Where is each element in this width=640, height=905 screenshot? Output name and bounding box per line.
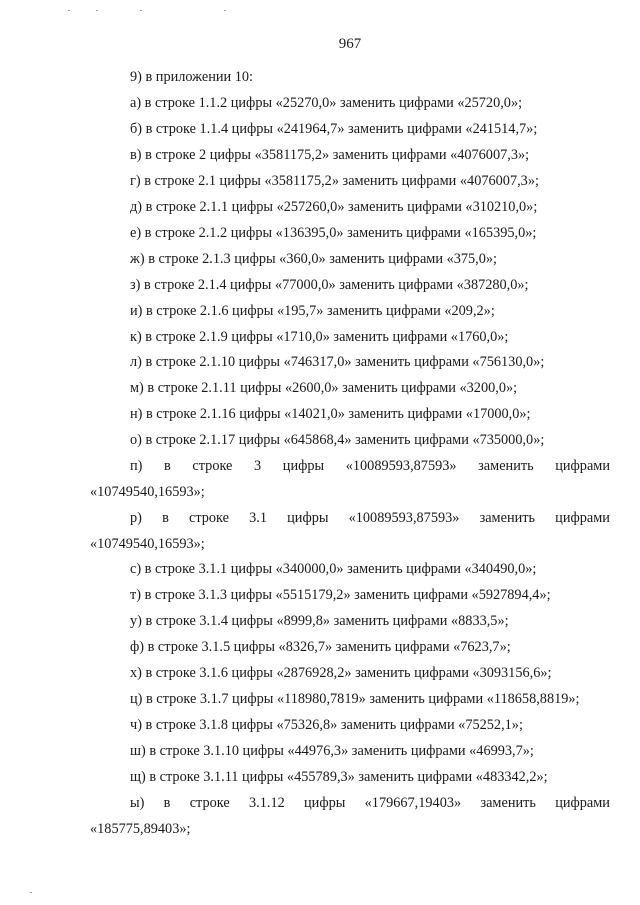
- word: строке: [189, 795, 230, 811]
- list-item: к) в строке 2.1.9 цифры «1710,0» заменить цифрами «1760,0»;: [130, 329, 509, 345]
- list-item: т) в строке 3.1.3 цифры «5515179,2» заменить цифрами «5927894,4»;: [130, 587, 551, 603]
- list-item: ф) в строке 3.1.5 цифры «8326,7» заменить цифрами «7623,7»;: [130, 639, 511, 655]
- list-item: и) в строке 2.1.6 цифры «195,7» заменить цифрами «209,2»;: [130, 303, 495, 319]
- scan-speck: [30, 892, 32, 893]
- list-item: б) в строке 1.1.4 цифры «241964,7» заменить цифрами «241514,7»;: [130, 121, 538, 137]
- word: п): [130, 458, 143, 474]
- list-item-continuation: «10749540,16593»;: [90, 484, 205, 500]
- list-item: л) в строке 2.1.10 цифры «746317,0» заменить цифрами «756130,0»;: [130, 354, 545, 370]
- scan-speck: [68, 10, 70, 11]
- word: цифры: [287, 510, 329, 526]
- list-item-justified: [130, 457, 610, 475]
- list-item: г) в строке 2.1 цифры «3581175,2» заменить цифрами «4076007,3»;: [130, 173, 539, 189]
- list-item: х) в строке 3.1.6 цифры «2876928,2» заменить цифрами «3093156,6»;: [130, 665, 552, 681]
- list-item: ч) в строке 3.1.8 цифры «75326,8» заменить цифрами «75252,1»;: [130, 717, 523, 733]
- list-item: ж) в строке 2.1.3 цифры «360,0» заменить цифрами «375,0»;: [130, 251, 498, 267]
- list-item: д) в строке 2.1.1 цифры «257260,0» заменить цифрами «310210,0»;: [130, 199, 538, 215]
- word: заменить: [480, 795, 536, 811]
- word: «10089593,87593»: [345, 458, 457, 474]
- list-item-justified: [130, 509, 610, 527]
- list-item: е) в строке 2.1.2 цифры «136395,0» заменить цифрами «165395,0»;: [130, 225, 537, 241]
- list-item: ш) в строке 3.1.10 цифры «44976,3» заменить цифрами «46993,7»;: [130, 743, 534, 759]
- word: строке: [188, 510, 229, 526]
- list-item-justified: [130, 794, 610, 812]
- list-item: о) в строке 2.1.17 цифры «645868,4» заменить цифрами «735000,0»;: [130, 432, 545, 448]
- word: ы): [130, 795, 145, 811]
- page-number: 967: [338, 36, 362, 52]
- scan-speck: [96, 10, 98, 11]
- list-item-continuation: «10749540,16593»;: [90, 536, 205, 552]
- word: цифрами: [555, 458, 610, 474]
- word: заменить: [478, 458, 534, 474]
- list-item: м) в строке 2.1.11 цифры «2600,0» заменить цифрами «3200,0»;: [130, 380, 518, 396]
- word: цифрами: [555, 510, 610, 526]
- list-item: щ) в строке 3.1.11 цифры «455789,3» заменить цифрами «483342,2»;: [130, 769, 548, 785]
- word: цифры: [282, 458, 325, 474]
- list-item: с) в строке 3.1.1 цифры «340000,0» заменить цифрами «340490,0»;: [130, 561, 537, 577]
- word: цифрами: [555, 795, 610, 811]
- list-item-continuation: «185775,89403»;: [90, 821, 191, 837]
- list-item: у) в строке 3.1.4 цифры «8999,8» заменить цифрами «8833,5»;: [130, 613, 509, 629]
- section-heading: 9) в приложении 10:: [130, 69, 254, 85]
- word: заменить: [479, 510, 536, 526]
- list-item: а) в строке 1.1.2 цифры «25270,0» заменить цифрами «25720,0»;: [130, 95, 523, 111]
- word: в: [163, 795, 171, 811]
- list-item: ц) в строке 3.1.7 цифры «118980,7819» заменить цифрами «118658,8819»;: [130, 691, 580, 707]
- word: 3.1.12: [249, 795, 285, 811]
- list-item: в) в строке 2 цифры «3581175,2» заменить цифрами «4076007,3»;: [130, 147, 530, 163]
- list-item: з) в строке 2.1.4 цифры «77000,0» заменить цифрами «387280,0»;: [130, 277, 529, 293]
- word: в: [162, 510, 169, 526]
- scan-speck: [224, 10, 226, 11]
- scan-speck: [140, 10, 142, 11]
- word: строке: [192, 458, 233, 474]
- word: р): [130, 510, 142, 526]
- word: «10089593,87593»: [348, 510, 460, 526]
- word: цифры: [304, 795, 346, 811]
- word: «179667,19403»: [364, 795, 462, 811]
- word: 3.1: [249, 510, 267, 526]
- list-item: н) в строке 2.1.16 цифры «14021,0» заменить цифрами «17000,0»;: [130, 406, 531, 422]
- word: в: [164, 458, 171, 474]
- word: 3: [254, 458, 262, 474]
